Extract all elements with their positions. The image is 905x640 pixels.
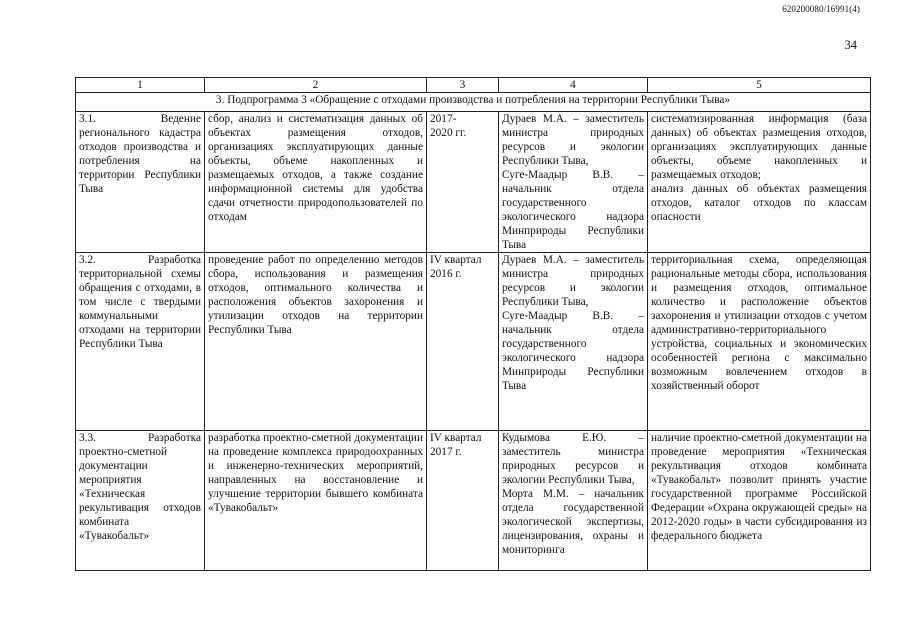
table-row <box>76 431 871 571</box>
deadline-cell: 2017- 2020 гг. <box>427 112 499 253</box>
column-number: 2 <box>205 78 427 93</box>
result-cell: территориальная схема, определяющая рациональные методы сбора, использования и размещения отходов, оптимальное количество и расположение объектов захоронения и утилизации отходов с учетом административно-территориального устройства, социальных и экономических особенностей региона с максимально возможным вовлечением отходов в хозяйственный оборот <box>648 253 871 431</box>
description-cell: проведение работ по определению методов сбора, использования и размещения отходов, оптимального количества и расположения объектов захоронения и утилизации отходов на территории Республики Тыва <box>205 253 427 431</box>
page-number: 34 <box>844 38 857 52</box>
column-number: 1 <box>76 78 205 93</box>
subprogram-title: 3. Подпрограмма 3 «Обращение с отходами производства и потребления на территории Республики Тыва» <box>76 93 871 112</box>
responsible-cell: Кудымова Е.Ю. – заместитель министра природных ресурсов и экологии Республики Тыва, Морта М.М. – начальник отдела государственной экологической экспертизы, лицензирования, охраны и мониторинга <box>499 431 648 571</box>
description-cell: разработка проектно-сметной документации на проведение комплекса природоохранных и инженерно-технических мероприятий, направленных на восстановление и улучшение территории бывшего комбината «Тувакобальт» <box>205 431 427 571</box>
result-cell: систематизированная информация (база данных) об объектах размещения отходов, организациях эксплуатирующих данные объекты, объеме накопленных и размещаемых отходов; анализ данных об объектах размещения отходов, каталог отходов по классам опасности <box>648 112 871 253</box>
activity-cell: 3.3. Разработка проектно-сметной документации мероприятия «Техническая рекультивация отходов комбината «Тувакобальт» <box>76 431 205 571</box>
subprogram-title-row <box>76 93 871 112</box>
description-cell: сбор, анализ и систематизация данных об объектах размещения отходов, организациях эксплуатирующих данные объекты, объеме накопленных и размещаемых отходов, а также создание информационной системы для удобства сдачи отчетности природопользователей по отходам <box>205 112 427 253</box>
activity-cell: 3.1. Ведение регионального кадастра отходов производства и потребления на территории Республики Тыва <box>76 112 205 253</box>
table-row <box>76 112 871 253</box>
document-code: 620200080/16991(4) <box>782 4 860 14</box>
column-number-row <box>76 78 871 93</box>
subprogram-table <box>75 77 871 571</box>
column-number: 5 <box>648 78 871 93</box>
responsible-cell: Дураев М.А. – заместитель министра природных ресурсов и экологии Республики Тыва, Суге-Маадыр В.В. – начальник отдела государственного экологического надзора Минприроды Республики Тыва <box>499 112 648 253</box>
column-number: 4 <box>499 78 648 93</box>
result-cell: наличие проектно-сметной документации на проведение мероприятия «Техническая рекультивация отходов комбината «Тувакобальт» позволит принять участие государственной программе Российской Федерации «Охрана окружающей среды» на 2012-2020 годы» в части субсидирования из федерального бюджета <box>648 431 871 571</box>
deadline-cell: IV квартал 2017 г. <box>427 431 499 571</box>
column-number: 3 <box>427 78 499 93</box>
table-row <box>76 253 871 431</box>
deadline-cell: IV квартал 2016 г. <box>427 253 499 431</box>
responsible-cell: Дураев М.А. – заместитель министра природных ресурсов и экологии Республики Тыва, Суге-Маадыр В.В. – начальник отдела государственного экологического надзора Минприроды Республики Тыва <box>499 253 648 431</box>
activity-cell: 3.2. Разработка территориальной схемы обращения с отходами, в том числе с твердыми коммунальными отходами на территории Республики Тыва <box>76 253 205 431</box>
